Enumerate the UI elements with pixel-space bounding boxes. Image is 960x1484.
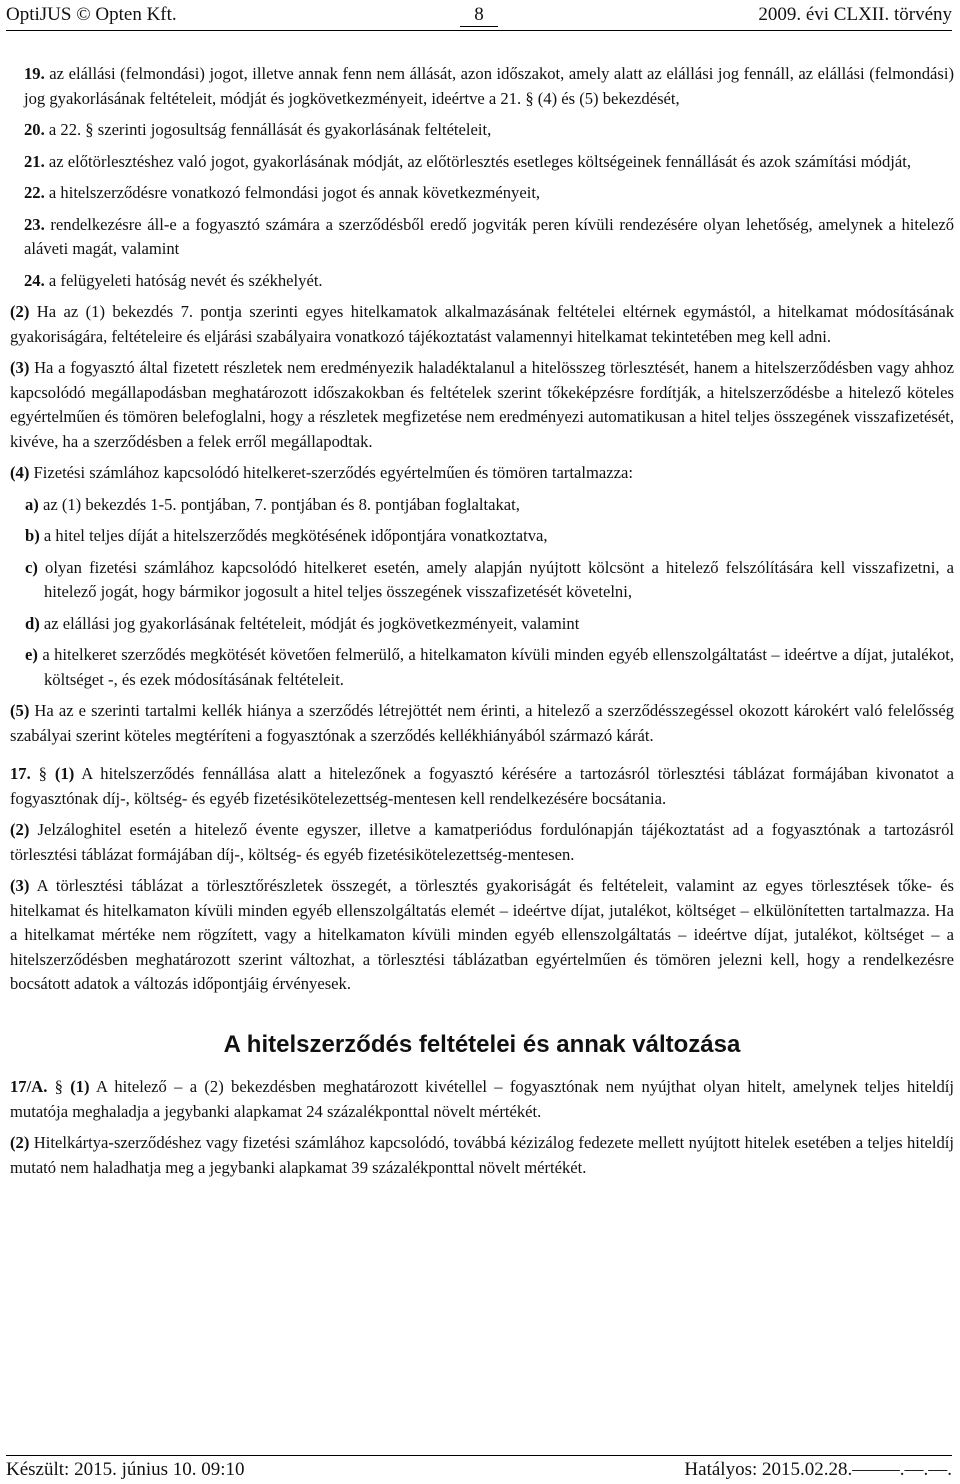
paragraph-3: (3) Ha a fogyasztó által fizetett részletek nem eredményezik haladéktalanul a hitelösszeg törlesztését, hanem a hitelszerződésben vagy ahhoz kapcsolódó megállapodásban meghatározott időszakokban és feltételek szerint tőkeképzésre fordítják, a hitelszerződésbe a hitelező köteles egyértelműen és tömören belefoglalni, hogy a részletek megfizetése nem eredményezi automatikusan a hitel teljes összegének visszafizetését, kivéve, ha a szerződésben a felek erről megállapodtak. (10, 358, 954, 451)
page-footer (6, 1455, 952, 1484)
footer-created: Készült: 2015. június 10. 09:10 (6, 1459, 245, 1480)
paragraph-5: (5) Ha az e szerinti tartalmi kellék hiánya a szerződés létrejöttét nem érinti, a hitelező a szerződésszegéssel okozott károkért való felelősség szabályai szerint köteles megtéríteni a fogyasztónak a szerződés kellékhiányából származó kárát. (10, 701, 954, 745)
document-body (10, 62, 954, 1187)
list-item: 20. a 22. § szerinti jogosultság fennállását és gyakorlásának feltételeit, (24, 120, 492, 139)
section-heading: A hitelszerződés feltételei és annak változása (223, 1030, 741, 1058)
section-17-paragraph-3: (3) A törlesztési táblázat a törlesztőrészletek összegét, a törlesztés gyakoriságát és feltételeit, valamint az egyes törlesztések tőke- és hitelkamat és hitelkamaton kívüli minden egyéb ellenszolgáltatás elemét – ideértve díjat, jutalékot, költséget – elkülönítetten tartalmazza. Ha a hitelkamat mértéke nem rögzített, vagy a hitelkamaton kívüli minden egyéb ellenszolgáltatás – ideértve díjat, jutalékot, költséget – a hitelszerződésben meghatározott szerint változhat, a törlesztési táblázatban egyértelműen és tömören jelezni kell, hogy a rendelkezésre bocsátott adatok a változás időpontjáig érvényesek. (10, 876, 954, 993)
paragraph-4-items (10, 493, 954, 693)
section-17A-paragraph-2: (2) Hitelkártya-szerződéshez vagy fizetési számlához kapcsolódó, továbbá kézizálog fedezete mellett nyújtott hitelek esetében a teljes hiteldíj mutató nem haladhatja meg a jegybanki alapkamat 39 százalékponttal növelt mértékét. (10, 1133, 954, 1177)
list-item: 19. az elállási (felmondási) jogot, illetve annak fenn nem állását, azon időszakot, amely alatt az elállási jog fennáll, az elállási (felmondási) jog gyakorlásának feltételeit, módját és jogkövetkezményeit, ideértve a 21. § (4) és (5) bekezdését, (24, 64, 954, 108)
list-item: 23. rendelkezésre áll-e a fogyasztó számára a szerződésből eredő jogviták peren kívüli rendezésére olyan lehetőség, amelynek a hitelező aláveti magát, valamint (24, 214, 954, 258)
header-publisher: OptiJUS © Opten Kft. (6, 4, 177, 25)
list-item: d) az elállási jog gyakorlásának feltételeit, módját és jogkövetkezményeit, valamint (25, 613, 580, 633)
section-17-paragraph-2: (2) Jelzáloghitel esetén a hitelező évente egyszer, illetve a kamatperiódus fordulónapján tájékoztatást ad a fogyasztónak a tartozásról törlesztési táblázat formájában díj-, költség- és egyéb fizetésikötelezettség-mentesen. (10, 820, 954, 864)
list-item: e) a hitelkeret szerződés megkötését követően felmerülő, a hitelkamaton kívüli minden egyéb ellenszolgáltatást – ideértve a díjat, jutalékot, költséget -, és ezek módosításának feltételeit. (25, 645, 954, 689)
list-items-19-24 (10, 62, 954, 293)
list-item: 22. a hitelszerződésre vonatkozó felmondási jogot és annak következményeit, (24, 183, 541, 202)
section-17-paragraph-1: 17. § (1) A hitelszerződés fennállása alatt a hitelezőnek a fogyasztó kérésére a tartozásról törlesztési táblázat formájában kivonatot a fogyasztónak díj-, költség- és egyéb fizetésikötelezettség-mentesen kell rendelkezésére bocsátania. (10, 764, 955, 808)
list-item: 24. a felügyeleti hatóság nevét és székhelyét. (24, 270, 323, 290)
paragraph-4: (4) Fizetési számlához kapcsolódó hitelkeret-szerződés egyértelműen és tömören tartalmazza: (10, 463, 633, 482)
list-item: 21. az előtörlesztéshez való jogot, gyakorlásának módját, az előtörlesztés esetleges költségeinek fennállását és azok számítási módját, (24, 151, 911, 171)
list-item: b) a hitel teljes díját a hitelszerződés megkötésének időpontjára vonatkoztatva, (25, 526, 548, 545)
list-item: a) az (1) bekezdés 1-5. pontjában, 7. pontjában és 8. pontjában foglaltakat, (25, 494, 520, 514)
list-item: c) olyan fizetési számlához kapcsolódó hitelkeret esetén, amely alapján nyújtott kölcsönt a hitelező felszólítására kell visszafizetni, a hitelező jogát, hogy bármikor jogosult a hitel teljes összegének visszafizetését követelni, (25, 557, 954, 601)
header-law-title: 2009. évi CLXII. törvény (758, 4, 952, 25)
paragraph-2: (2) Ha az (1) bekezdés 7. pontja szerinti egyes hitelkamatok alkalmazásának feltételei eltérnek egymástól, a hitelkamat módosításának gyakoriságára, feltételeire és eljárási szabályaira vonatkozó tájékoztatást valamennyi hitelkamat tekintetében meg kell adni. (10, 302, 954, 346)
footer-effective: Hatályos: 2015.02.28.–––––.––.––. (684, 1459, 952, 1480)
page-header (6, 0, 952, 31)
section-17A-paragraph-1: 17/A. § (1) A hitelező – a (2) bekezdésben meghatározott kivétellel – fogyasztónak nem nyújthat olyan hitelt, amelynek teljes hiteldíj mutatója meghaladja a jegybanki alapkamat 24 százalékponttal növelt mértékét. (10, 1077, 955, 1121)
header-page-number: 8 (460, 4, 498, 27)
